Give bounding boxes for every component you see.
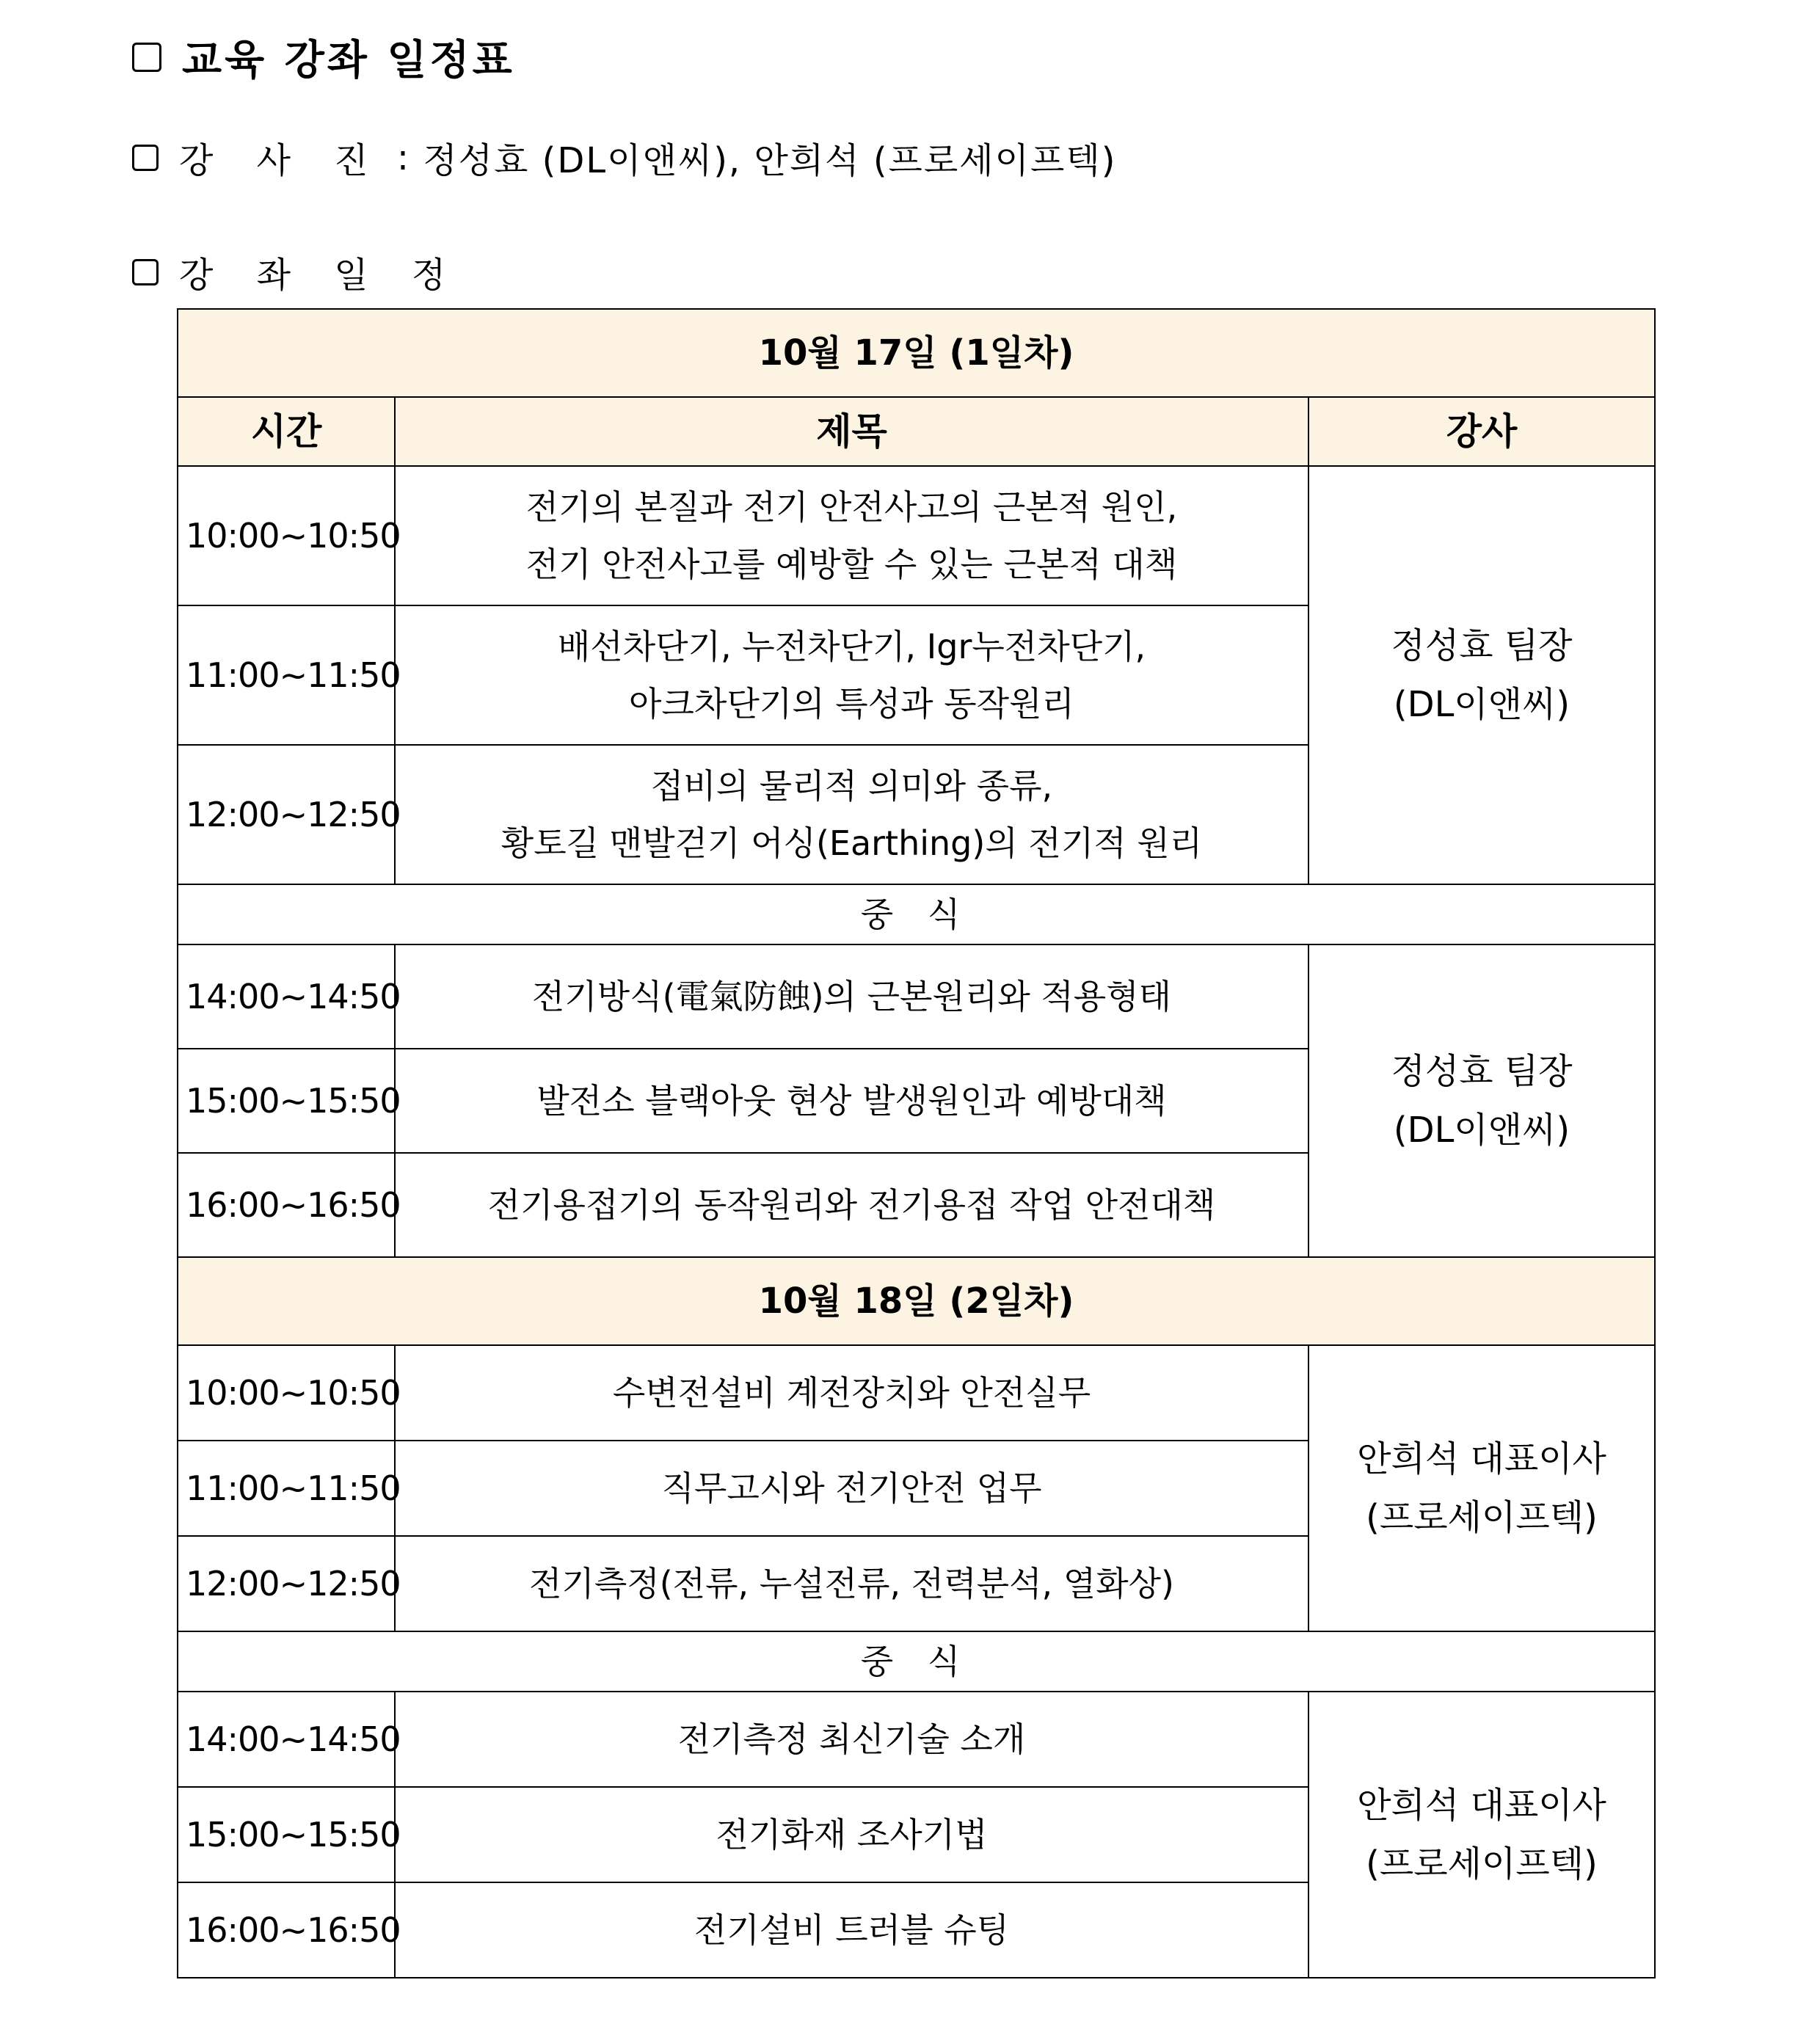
title-line: 아크차단기의 특성과 동작원리 <box>629 684 1074 724</box>
title-cell: 직무고시와 전기안전 업무 <box>395 1441 1308 1536</box>
document-title <box>132 28 515 87</box>
lunch-row <box>178 884 1655 944</box>
lecturer-cell <box>1308 944 1655 1257</box>
table-row <box>178 466 1655 605</box>
day2-label: 10월 18일 (2일차) <box>178 1257 1655 1345</box>
title-text: 교육 강좌 일정표 <box>182 37 515 84</box>
table-row <box>178 1345 1655 1441</box>
lunch-row <box>178 1631 1655 1692</box>
time-cell: 16:00~16:50 <box>178 1153 395 1257</box>
header-row <box>178 397 1655 466</box>
title-line: 황토길 맨발걷기 어싱(Earthing)의 전기적 원리 <box>500 823 1203 863</box>
time-cell: 15:00~15:50 <box>178 1787 395 1882</box>
checkbox-square-icon <box>132 259 159 285</box>
schedule-table <box>177 308 1656 1978</box>
instructors-separator: : <box>384 136 423 178</box>
table-row <box>178 1692 1655 1787</box>
title-cell: 전기측정(전류, 누설전류, 전력분석, 열화상) <box>395 1536 1308 1631</box>
lecturer-cell <box>1308 466 1655 884</box>
title-line: 전기 안전사고를 예방할 수 있는 근본적 대책 <box>525 545 1178 584</box>
time-cell: 11:00~11:50 <box>178 1441 395 1536</box>
title-line: 접비의 물리적 의미와 종류, <box>650 766 1053 806</box>
instructors-value: 정성효 (DL이앤씨), 안희석 (프로세이프텍) <box>423 140 1117 181</box>
lecturer-org: (프로세이프텍) <box>1366 1497 1598 1538</box>
lunch-label: 중 식 <box>178 1631 1655 1692</box>
title-cell: 전기설비 트러블 슈팅 <box>395 1882 1308 1978</box>
title-cell: 수변전설비 계전장치와 안전실무 <box>395 1345 1308 1441</box>
lecturer-name: 안희석 대표이사 <box>1357 1438 1606 1479</box>
instructors-label: 강 사 진 <box>179 140 385 181</box>
time-cell: 16:00~16:50 <box>178 1882 395 1978</box>
header-lecturer: 강사 <box>1308 397 1655 466</box>
lecturer-cell <box>1308 1692 1655 1978</box>
checkbox-square-icon <box>132 145 159 171</box>
header-title: 제목 <box>395 397 1308 466</box>
time-cell: 11:00~11:50 <box>178 605 395 745</box>
title-cell <box>395 466 1308 605</box>
day1-row <box>178 309 1655 397</box>
header-time: 시간 <box>178 397 395 466</box>
title-cell: 전기화재 조사기법 <box>395 1787 1308 1882</box>
time-cell: 14:00~14:50 <box>178 944 395 1049</box>
title-line: 전기의 본질과 전기 안전사고의 근본적 원인, <box>525 487 1178 527</box>
day2-row <box>178 1257 1655 1345</box>
title-line: 배선차단기, 누전차단기, Igr누전차단기, <box>557 627 1146 666</box>
time-cell: 15:00~15:50 <box>178 1049 395 1153</box>
schedule-heading <box>132 247 462 297</box>
time-cell: 12:00~12:50 <box>178 1536 395 1631</box>
lecturer-cell <box>1308 1345 1655 1631</box>
instructors-line <box>132 132 1116 183</box>
time-cell: 12:00~12:50 <box>178 745 395 884</box>
time-cell: 14:00~14:50 <box>178 1692 395 1787</box>
title-cell <box>395 745 1308 884</box>
lecturer-org: (프로세이프텍) <box>1366 1843 1598 1885</box>
lecturer-name: 정성효 팀장 <box>1391 625 1573 666</box>
lecturer-org: (DL이앤씨) <box>1393 1110 1570 1151</box>
checkbox-square-icon <box>132 43 161 72</box>
day1-label: 10월 17일 (1일차) <box>178 309 1655 397</box>
lecturer-org: (DL이앤씨) <box>1393 684 1570 725</box>
schedule-label: 강 좌 일 정 <box>179 255 462 296</box>
time-cell: 10:00~10:50 <box>178 466 395 605</box>
lecturer-name: 안희석 대표이사 <box>1357 1785 1606 1826</box>
time-cell: 10:00~10:50 <box>178 1345 395 1441</box>
lunch-label: 중 식 <box>178 884 1655 944</box>
title-cell: 전기용접기의 동작원리와 전기용접 작업 안전대책 <box>395 1153 1308 1257</box>
title-cell <box>395 605 1308 745</box>
title-cell: 전기방식(電氣防蝕)의 근본원리와 적용형태 <box>395 944 1308 1049</box>
lecturer-name: 정성효 팀장 <box>1391 1051 1573 1092</box>
table-row <box>178 944 1655 1049</box>
title-cell: 전기측정 최신기술 소개 <box>395 1692 1308 1787</box>
title-cell: 발전소 블랙아웃 현상 발생원인과 예방대책 <box>395 1049 1308 1153</box>
